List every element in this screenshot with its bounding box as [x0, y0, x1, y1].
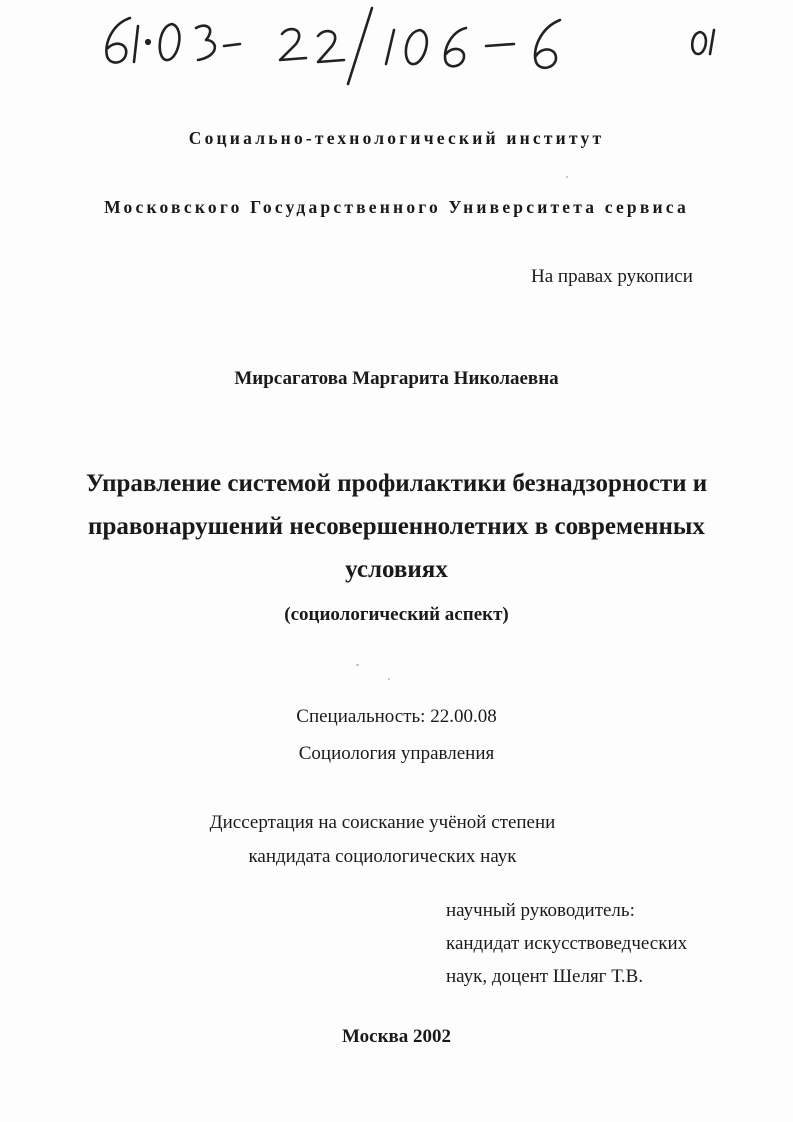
scan-speck: [356, 664, 359, 666]
title-line: Управление системой профилактики безнадзорности и: [85, 470, 708, 497]
specialty-name: Социология управления: [298, 743, 495, 764]
university-name: Московского Государственного Университета сервиса: [104, 197, 689, 217]
city-year: Москва 2002: [341, 1026, 452, 1047]
handwritten-archive-number: [0, 0, 793, 90]
title-line: условиях: [345, 556, 448, 583]
scan-speck: [388, 678, 390, 680]
title-subtitle: (социологический аспект): [284, 604, 509, 625]
institute-name: Социально-технологический институт: [188, 128, 605, 148]
dissertation-title: [0, 462, 793, 591]
supervisor-line: наук, доцент Шеляг Т.В.: [446, 966, 644, 987]
degree-line: Диссертация на соискание учёной степени: [209, 812, 556, 833]
specialty-code: Специальность: 22.00.08: [296, 706, 497, 727]
supervisor-line: научный руководитель:: [446, 900, 635, 921]
supervisor-line: кандидат искусствоведческих: [446, 933, 688, 954]
degree-line: кандидата социологических наук: [248, 846, 517, 867]
author-name: Мирсагатова Маргарита Николаевна: [234, 368, 559, 389]
title-line: правонарушений несовершеннолетних в современных: [88, 513, 705, 540]
manuscript-note: На правах рукописи: [531, 266, 693, 287]
scan-speck: [566, 176, 568, 178]
